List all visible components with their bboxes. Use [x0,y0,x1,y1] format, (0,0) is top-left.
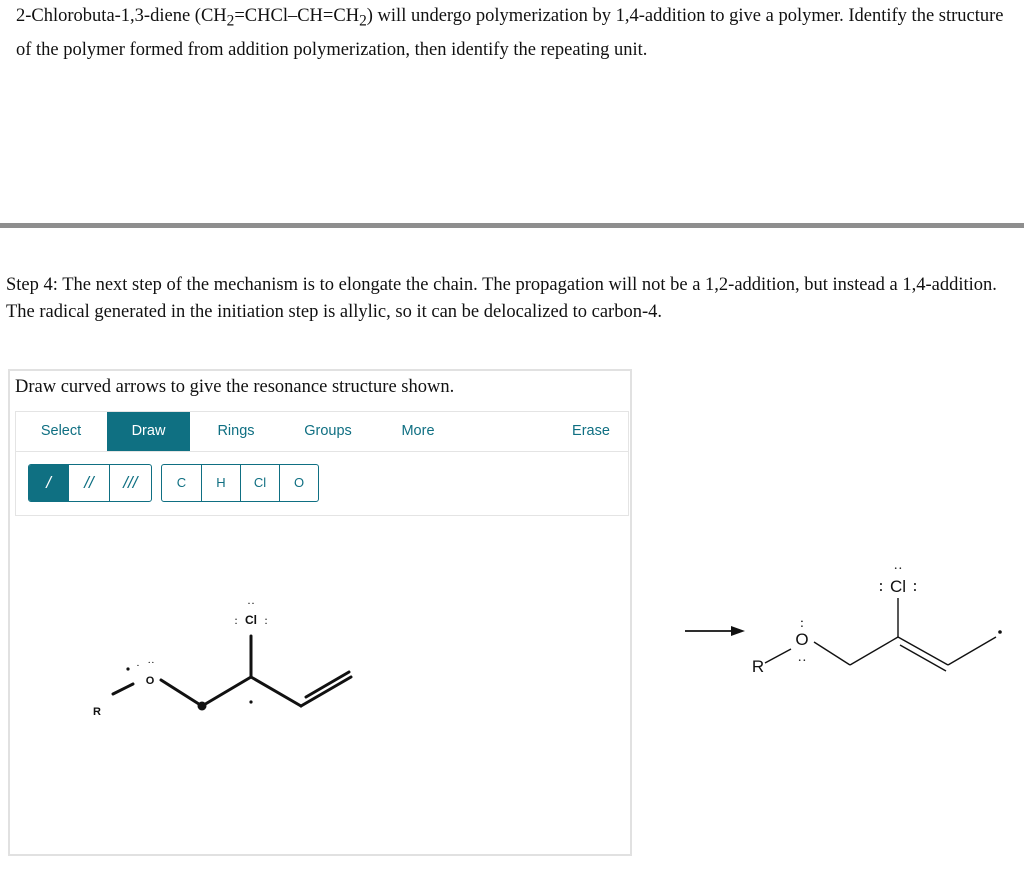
tab-draw[interactable]: Draw [107,412,190,451]
product-radical-dot [998,630,1002,634]
r-o-bond[interactable] [113,684,133,694]
single-bond-button[interactable]: / [29,465,69,501]
cl-lone-pair-left: : [234,613,238,627]
tab-select[interactable]: Select [40,423,82,439]
double-bond-button[interactable]: // [69,465,109,501]
reactant-r-label: R [93,706,101,718]
tab-groups[interactable]: Groups [304,423,352,439]
c3-c4-double-bond-outer[interactable] [301,677,351,706]
step-text: Step 4: The next step of the mechanism is to elongate the chain. The propagation will not be a 1,2-addition, but instead a 1,4-addition. The radical generated in the initiation step is allylic, so it can be delocalized to carbon-4. [6,275,997,322]
reactant-molecule[interactable] [113,636,351,706]
radical-electron-dot [249,700,252,703]
c3-c4-double-bond-inner[interactable] [306,672,349,697]
tab-more[interactable]: More [401,423,435,439]
oxygen-lone-pair-left: · [136,660,140,672]
oxygen-radical-dot [126,667,129,670]
product-cl-label: Cl [889,577,907,596]
panel-instruction: Draw curved arrows to give the resonance structure shown. [15,377,455,397]
product-c1-c2-bond [850,637,898,665]
reactant-o-label: O [145,675,155,687]
cl-lone-pair-top: ·· [247,596,255,610]
product-o-label: O [795,630,809,649]
cl-lone-pair-right: : [264,613,268,627]
c2-c3-bond[interactable] [251,677,301,706]
hydrogen-atom-button[interactable]: H [202,465,241,501]
triple-bond-button[interactable]: /// [123,473,138,492]
product-c3-c4-bond [948,637,996,665]
carbon-atom-button[interactable]: C [162,465,202,501]
product-o-lone-pair-top: : [800,616,804,631]
reactant-cl-label: Cl [245,613,257,627]
o-c1-bond[interactable] [161,680,202,706]
oxygen-lone-pair-top: ·· [147,657,155,669]
c1-c2-bond[interactable] [202,677,251,706]
chlorine-atom-button[interactable]: Cl [241,465,280,501]
question-text: 2-Chlorobuta-1,3-diene $(CH_2=CHCl-CH=CH_2)$ will undergo polymerization by 1,4-addition to give a polymer. Identify the structure of the polymer formed from addition polymerization, then identify the repeating unit. [16,6,1004,60]
oxygen-atom-button[interactable]: O [293,475,305,490]
product-r-label: R [751,657,765,676]
radical-carbon-dot [198,702,207,711]
product-c2-c3-double-outer [898,637,948,665]
product-o-c1-bond [814,642,850,665]
tab-erase[interactable]: Erase [572,423,610,439]
reaction-arrow [685,626,745,636]
product-r-o-bond [765,649,791,663]
product-cl-lone-pair-right: : [912,576,918,595]
product-o-lone-pair-bottom: ·· [797,654,807,669]
tab-rings[interactable]: Rings [217,423,255,439]
product-cl-lone-pair-left: : [878,576,884,595]
product-cl-lone-pair-top: ·· [893,562,903,577]
product-c2-c3-double-inner [900,645,946,671]
